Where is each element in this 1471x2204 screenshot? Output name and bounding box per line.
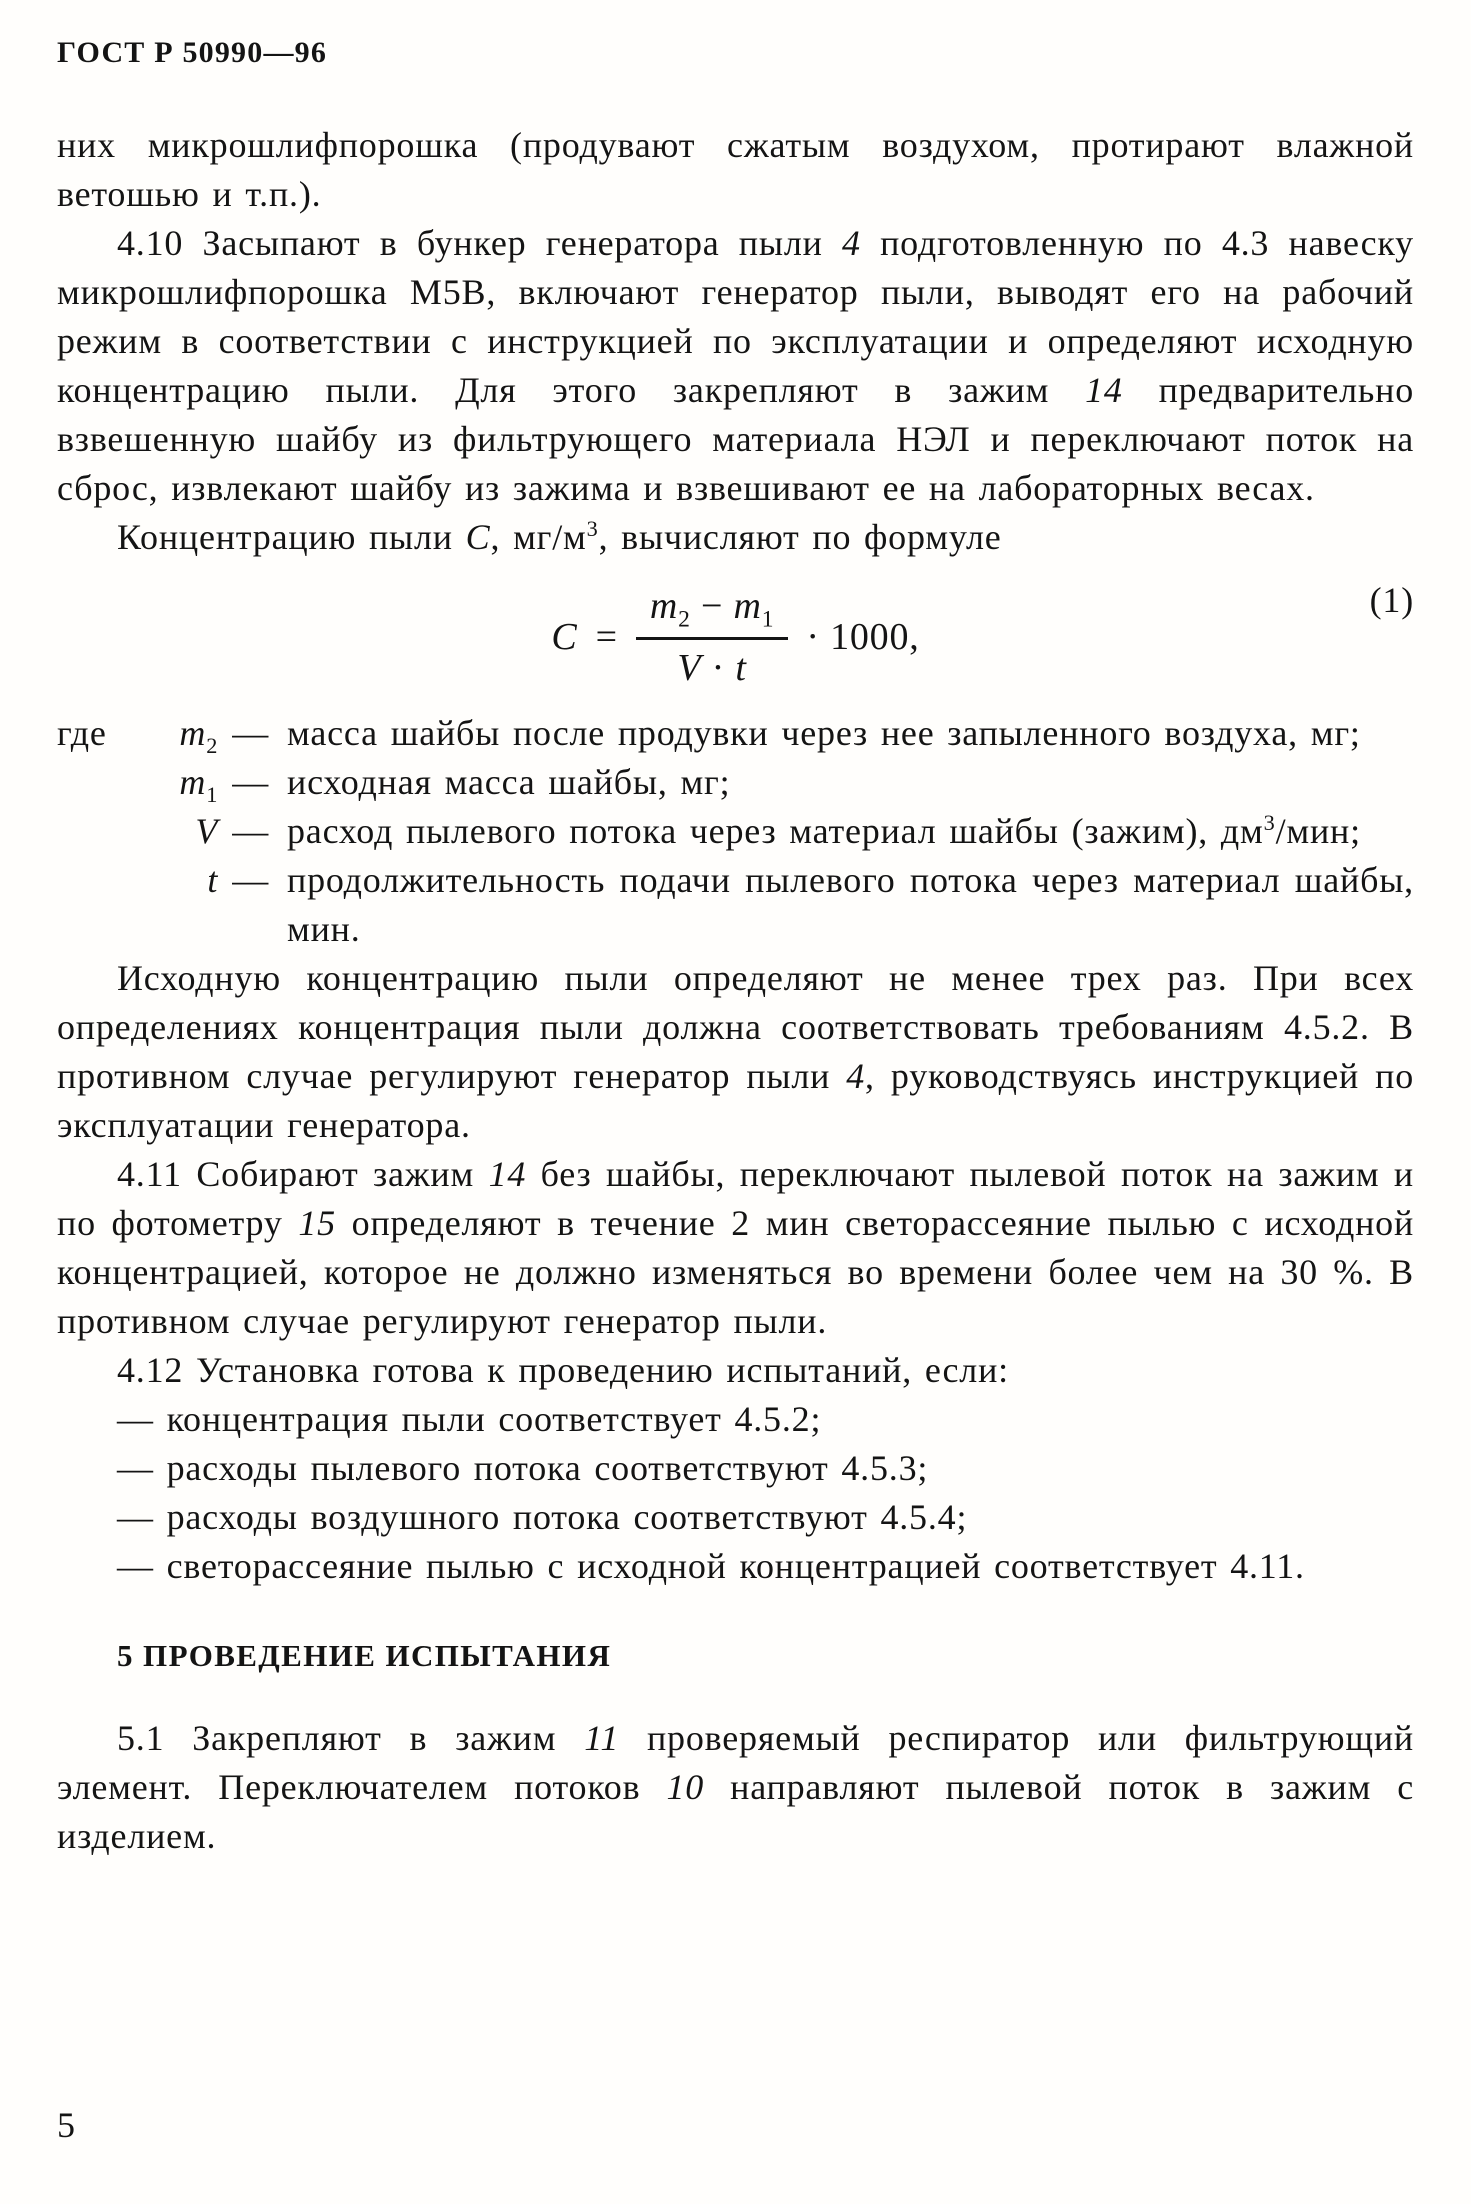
dash: — xyxy=(232,860,269,900)
variable-v: V xyxy=(677,647,702,689)
ref-italic: 14 xyxy=(1085,370,1123,410)
dash: — xyxy=(232,811,269,851)
ref-italic: 11 xyxy=(584,1718,620,1758)
text-run: направляют пылевой поток в зажим с изделием. xyxy=(57,1767,1415,1856)
text-run: подготовленную по 4.3 навеску микрошлифпорошка М5В, включают генератор пыли, выводят его на рабочий режим в соответствии с инструкцией по эксплуатации и определяют исходную концентрацию пыли. Для этого закрепляют в зажим xyxy=(57,223,1414,410)
equation xyxy=(57,582,1414,693)
formula-lhs: C xyxy=(551,616,578,658)
paragraph-4-10 xyxy=(57,219,1414,513)
text-run: , руководствуясь инструкцией по эксплуатации генератора. xyxy=(57,1056,1414,1145)
variable-c: C xyxy=(465,517,491,557)
equals-sign: = xyxy=(595,616,618,658)
term-variable xyxy=(179,758,269,807)
ref-italic: 4 xyxy=(846,1056,866,1096)
paragraph-formula-intro xyxy=(57,513,1414,562)
minus-sign: − xyxy=(690,585,734,627)
fraction xyxy=(636,582,789,693)
superscript: 3 xyxy=(586,516,599,541)
variable-v: V xyxy=(195,811,219,851)
definition-list xyxy=(57,709,1414,954)
formula-factor: · 1000, xyxy=(806,616,920,658)
definition-term xyxy=(57,709,269,758)
text-run: 5.1 Закрепляют в зажим xyxy=(117,1718,585,1758)
subscript: 1 xyxy=(206,782,219,808)
list-item: — концентрация пыли соответствует 4.5.2; xyxy=(117,1399,822,1439)
subscript: 2 xyxy=(206,733,219,759)
list-item: — расходы пылевого потока соответствуют 4.5.3; xyxy=(117,1448,929,1488)
ref-italic: 15 xyxy=(298,1203,336,1243)
definition-row xyxy=(57,758,1414,807)
text-run: 4.10 Засыпают в бункер генератора пыли xyxy=(117,223,842,263)
text-run: , мг/м xyxy=(490,517,587,557)
paragraph-5-1 xyxy=(57,1714,1414,1861)
formula xyxy=(57,562,1414,709)
definition-term xyxy=(57,807,269,856)
ref-italic: 14 xyxy=(488,1154,527,1194)
text-run: предварительно взвешенную шайбу из фильтрующего материала НЭЛ и переключают поток на сброс, извлекают шайбу из зажима и взвешивают ее на лабораторных весах. xyxy=(57,370,1415,508)
page-header xyxy=(57,28,1414,77)
text-run: Исходную концентрацию пыли определяют не менее трех раз. При всех определениях концентрация пыли должна соответствовать требованиям 4.5.2. В противном случае регулируют генератор пыли xyxy=(57,958,1414,1096)
text-run: без шайбы, переключают пылевой поток на зажим и по фотометру xyxy=(57,1154,1414,1243)
list-item: — расходы воздушного потока соответствуют 4.5.4; xyxy=(117,1497,968,1537)
subscript: 2 xyxy=(678,606,691,633)
text-run: Концентрацию пыли xyxy=(117,517,466,557)
dot-operator: · xyxy=(701,647,736,689)
definition-text: исходная масса шайбы, мг; xyxy=(287,762,731,802)
ref-italic: 4 xyxy=(841,223,861,263)
gost-number: ГОСТ Р 50990—96 xyxy=(57,36,328,69)
variable-t: t xyxy=(207,860,219,900)
ref-italic: 10 xyxy=(666,1767,705,1807)
term-variable xyxy=(207,856,269,905)
page-number: 5 xyxy=(57,2105,76,2145)
variable-m: m xyxy=(733,585,762,627)
where-label: где xyxy=(57,713,107,753)
paragraph-4-12: 4.12 Установка готова к проведению испытаний, если: xyxy=(117,1350,1009,1390)
definition-text: продолжительность подачи пылевого потока через материал шайбы, мин. xyxy=(287,860,1414,949)
definition-text: масса шайбы после продувки через нее запыленного воздуха, мг; xyxy=(287,713,1361,753)
term-variable xyxy=(179,709,269,758)
superscript: 3 xyxy=(1263,810,1276,835)
fraction-denominator xyxy=(677,640,746,693)
dash: — xyxy=(232,762,269,802)
dash: — xyxy=(232,713,269,753)
text-run: 4.11 Собирают зажим xyxy=(117,1154,489,1194)
section-heading: 5 ПРОВЕДЕНИЕ ИСПЫТАНИЯ xyxy=(117,1638,612,1673)
definition-term xyxy=(57,758,269,807)
text-run: , вычисляют по формуле xyxy=(598,517,1002,557)
variable-m: m xyxy=(179,762,207,802)
paragraph-initial-concentration xyxy=(57,954,1414,1150)
definition-text xyxy=(269,807,1414,856)
variable-m: m xyxy=(179,713,207,753)
definition-row xyxy=(57,709,1414,758)
text-run: проверяемый респиратор или фильтрующий элемент. Переключателем потоков xyxy=(57,1718,1414,1807)
definition-row xyxy=(57,807,1414,856)
subscript: 1 xyxy=(761,606,775,633)
variable-t: t xyxy=(735,647,747,689)
text-run: определяют в течение 2 мин светорассеяние пылью с исходной концентрацией, которое не должно изменяться во времени более чем на 30 %. В противном случае регулируют генератор пыли. xyxy=(57,1203,1415,1341)
variable-m: m xyxy=(649,585,679,627)
text-run: /мин; xyxy=(1275,811,1361,851)
document-content xyxy=(57,121,1414,1861)
fraction-numerator xyxy=(636,582,789,640)
definition-row xyxy=(57,856,1414,954)
paragraph-4-11 xyxy=(57,1150,1414,1346)
term-variable xyxy=(195,807,269,856)
list-item: — светорассеяние пылью с исходной концентрацией соответствует 4.11. xyxy=(117,1546,1305,1586)
text-run: расход пылевого потока через материал шайбы (зажим), дм xyxy=(287,811,1264,851)
definition-term xyxy=(57,856,269,905)
paragraph-continuation: них микрошлифпорошка (продувают сжатым воздухом, протирают влажной ветошью и т.п.). xyxy=(57,125,1414,214)
equation-number: (1) xyxy=(1369,580,1414,620)
